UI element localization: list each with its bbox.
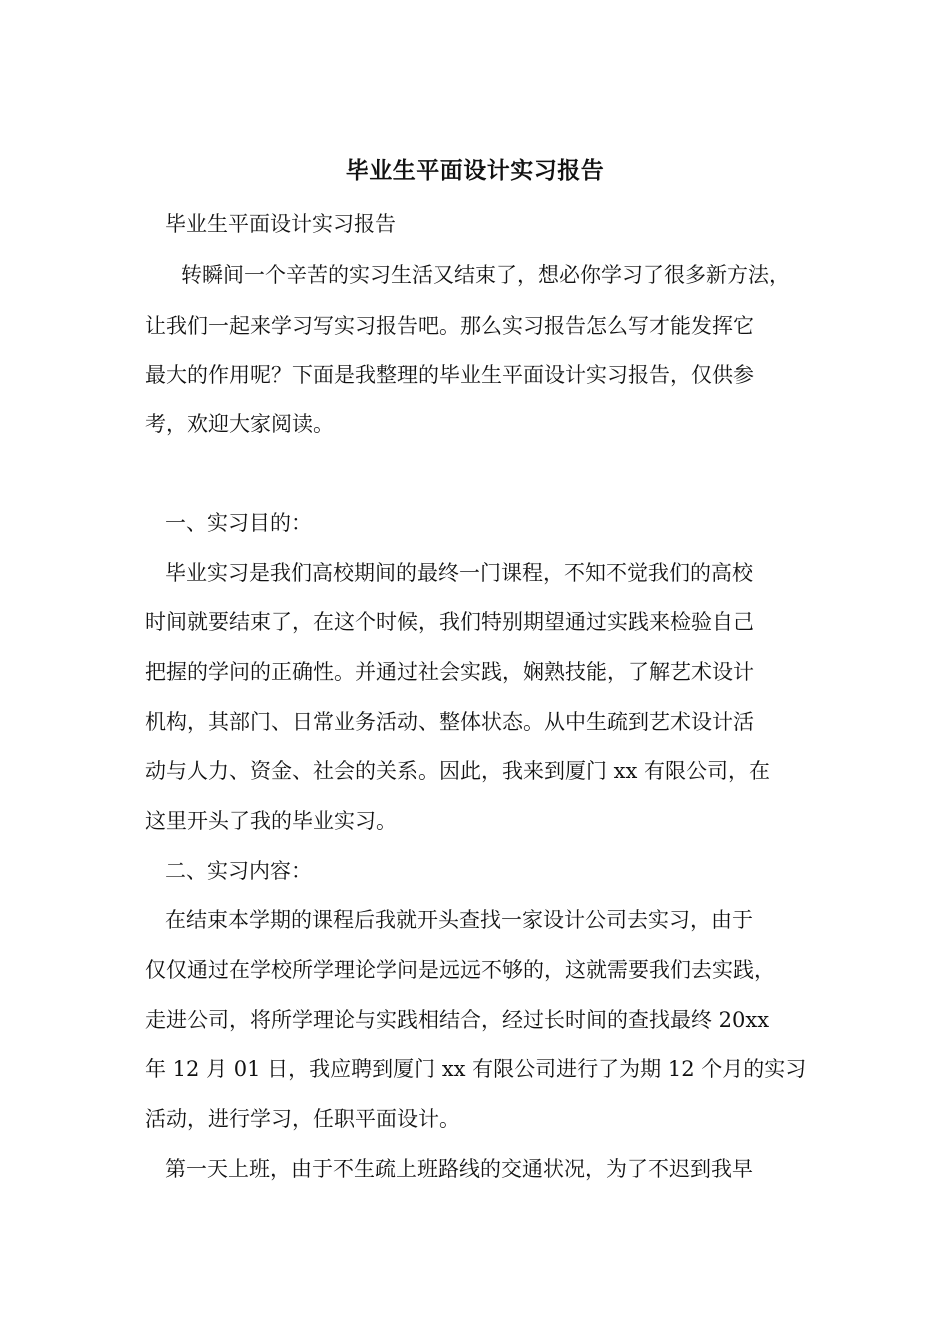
paragraph-line: 走进公司，将所学理论与实践相结合，经过长时间的查找最终 20xx <box>145 1008 770 1032</box>
paragraph-line: 考，欢迎大家阅读。 <box>145 412 334 436</box>
section-heading: 一、实习目的： <box>165 511 312 535</box>
paragraph-line: 最大的作用呢？下面是我整理的毕业生平面设计实习报告，仅供参 <box>145 363 754 387</box>
document-title: 毕业生平面设计实习报告 <box>345 157 605 184</box>
paragraph-line: 第一天上班，由于不生疏上班路线的交通状况，为了不迟到我早 <box>165 1157 753 1181</box>
paragraph-line: 在结束本学期的课程后我就开头查找一家设计公司去实习，由于 <box>165 908 753 932</box>
paragraph-line: 转瞬间一个辛苦的实习生活又结束了，想必你学习了很多新方法， <box>181 263 790 287</box>
paragraph-line: 毕业实习是我们高校期间的最终一门课程，不知不觉我们的高校 <box>165 561 753 585</box>
subtitle-line: 毕业生平面设计实习报告 <box>165 212 396 236</box>
paragraph-line: 活动，进行学习，任职平面设计。 <box>145 1107 460 1131</box>
paragraph-line: 仅仅通过在学校所学理论学问是远远不够的，这就需要我们去实践， <box>145 958 775 982</box>
paragraph-line: 时间就要结束了，在这个时候，我们特别期望通过实践来检验自己 <box>145 610 754 634</box>
paragraph-line: 机构，其部门、日常业务活动、整体状态。从中生疏到艺术设计活 <box>145 710 754 734</box>
paragraph-line: 动与人力、资金、社会的关系。因此，我来到厦门 xx 有限公司，在 <box>145 759 771 783</box>
section-heading: 二、实习内容： <box>165 859 312 883</box>
paragraph-line: 把握的学问的正确性。并通过社会实践，娴熟技能，了解艺术设计 <box>145 660 754 684</box>
paragraph-line: 这里开头了我的毕业实习。 <box>145 809 397 833</box>
paragraph-line: 年 12 月 01 日，我应聘到厦门 xx 有限公司进行了为期 12 个月的实习 <box>145 1057 807 1081</box>
paragraph-line: 让我们一起来学习写实习报告吧。那么实习报告怎么写才能发挥它 <box>145 314 754 338</box>
